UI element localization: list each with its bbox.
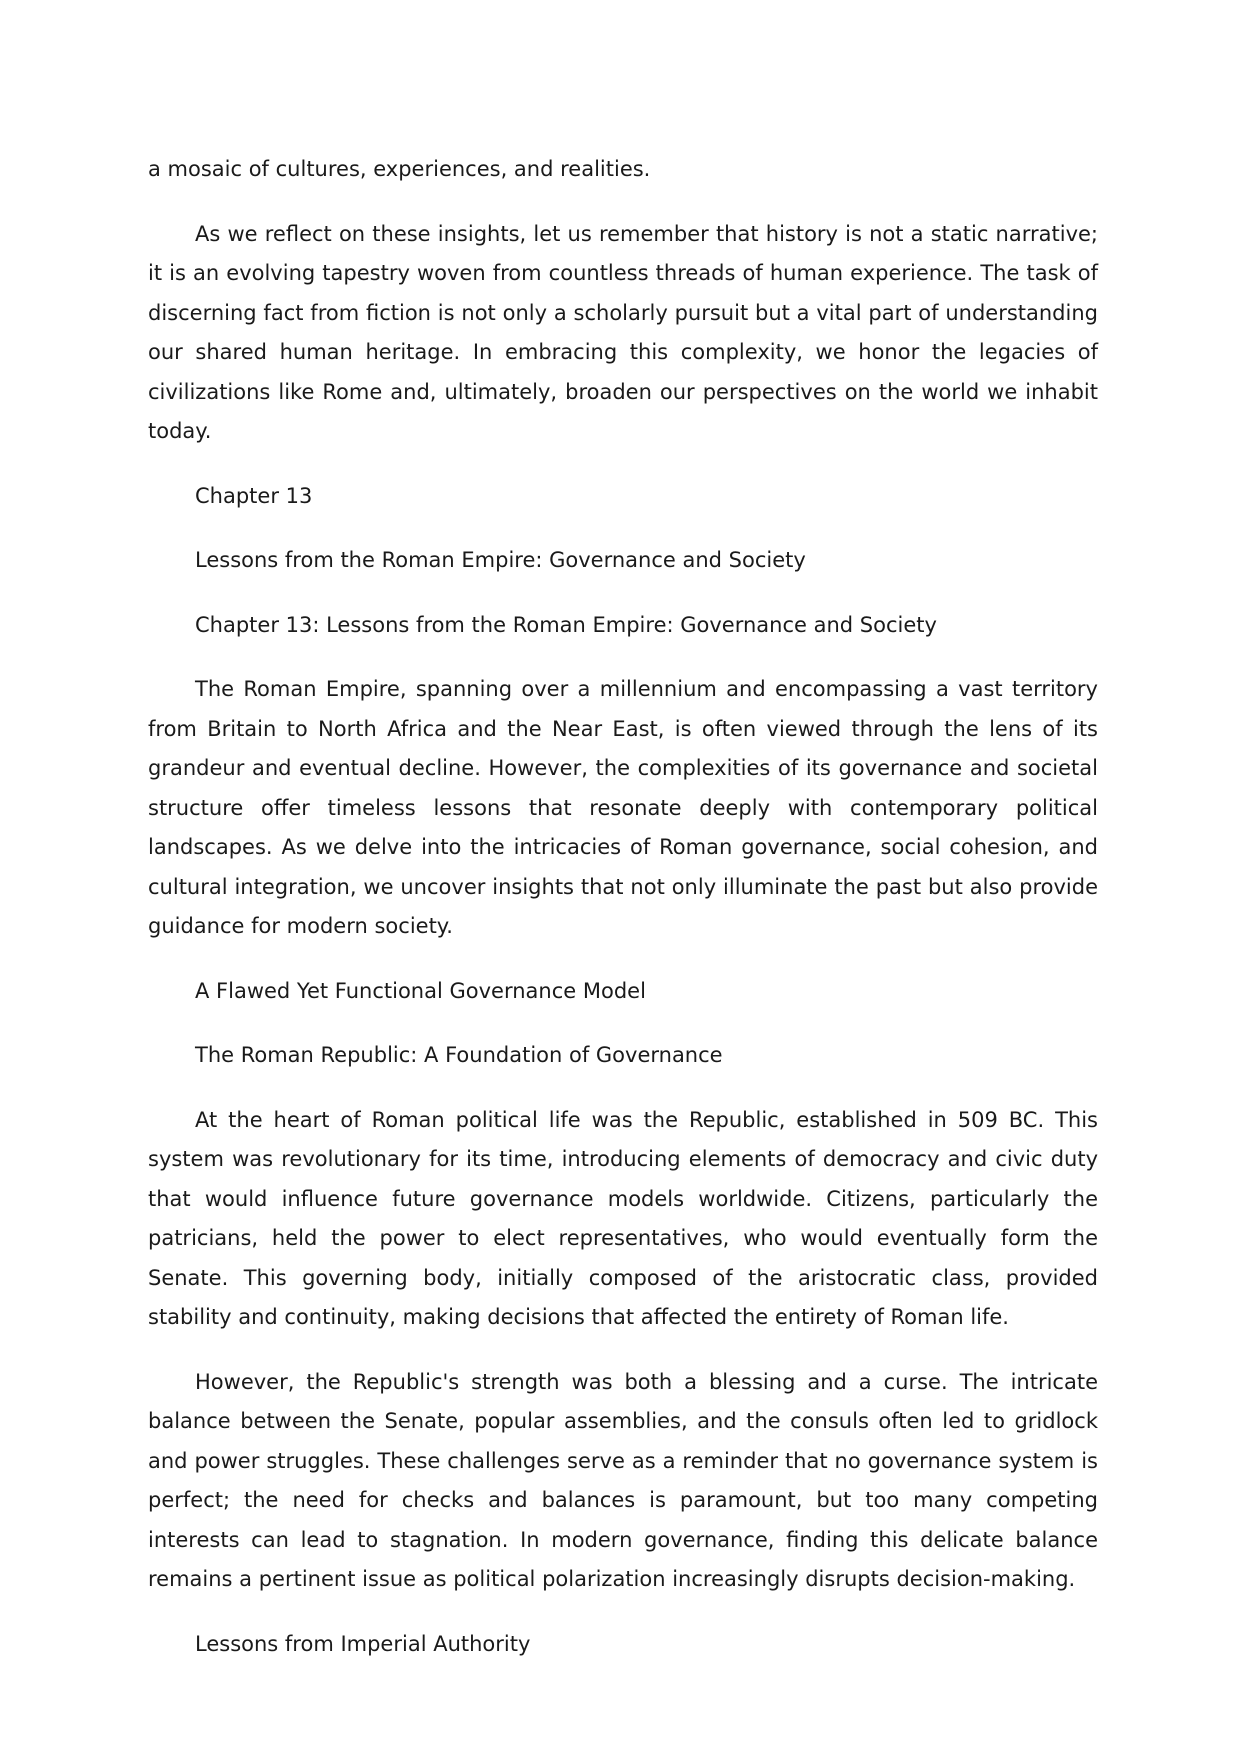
chapter-number: Chapter 13 xyxy=(195,483,313,508)
body-paragraph: The Roman Empire, spanning over a millennium and encompassing a vast territory from Britain to North Africa and the Near East, is often viewed through the lens of its grandeur and eventual decline. However, the complexities of its governance and societal structure offer timeless lessons that resonate deeply with contemporary political landscapes. As we delve into the intricacies of Roman governance, social cohesion, and cultural integration, we uncover insights that not only illuminate the past but also provide guidance for modern society. xyxy=(148,677,1098,938)
section-heading: A Flawed Yet Functional Governance Model xyxy=(195,978,646,1003)
continued-paragraph: a mosaic of cultures, experiences, and realities. xyxy=(148,157,651,181)
chapter-full-title: Chapter 13: Lessons from the Roman Empire: Governance and Society xyxy=(195,612,937,637)
body-paragraph: As we reflect on these insights, let us remember that history is not a static narrative; it is an evolving tapestry woven from countless threads of human experience. The task of discerning fact from fiction is not only a scholarly pursuit but a vital part of understanding our shared human heritage. In embracing this complexity, we honor the legacies of civilizations like Rome and, ultimately, broaden our perspectives on the world we inhabit today. xyxy=(148,221,1098,443)
chapter-title: Lessons from the Roman Empire: Governance and Society xyxy=(195,548,806,572)
body-paragraph: However, the Republic's strength was both a blessing and a curse. The intricate balance between the Senate, popular assemblies, and the consuls often led to gridlock and power struggles. These challenges serve as a reminder that no governance system is perfect; the need for checks and balances is paramount, but too many competing interests can lead to stagnation. In modern governance, finding this delicate balance remains a pertinent issue as political polarization increasingly disrupts decision-making. xyxy=(148,1369,1098,1591)
subsection-heading: The Roman Republic: A Foundation of Governance xyxy=(195,1043,723,1067)
body-paragraph: At the heart of Roman political life was the Republic, established in 509 BC. This system was revolutionary for its time, introducing elements of democracy and civic duty that would influence future governance models worldwide. Citizens, particularly the patricians, held the power to elect representatives, who would eventually form the Senate. This governing body, initially composed of the aristocratic class, provided stability and continuity, making decisions that affected the entirety of Roman life. xyxy=(148,1107,1098,1329)
subsection-heading: Lessons from Imperial Authority xyxy=(195,1631,531,1656)
document-page xyxy=(148,150,1098,1689)
